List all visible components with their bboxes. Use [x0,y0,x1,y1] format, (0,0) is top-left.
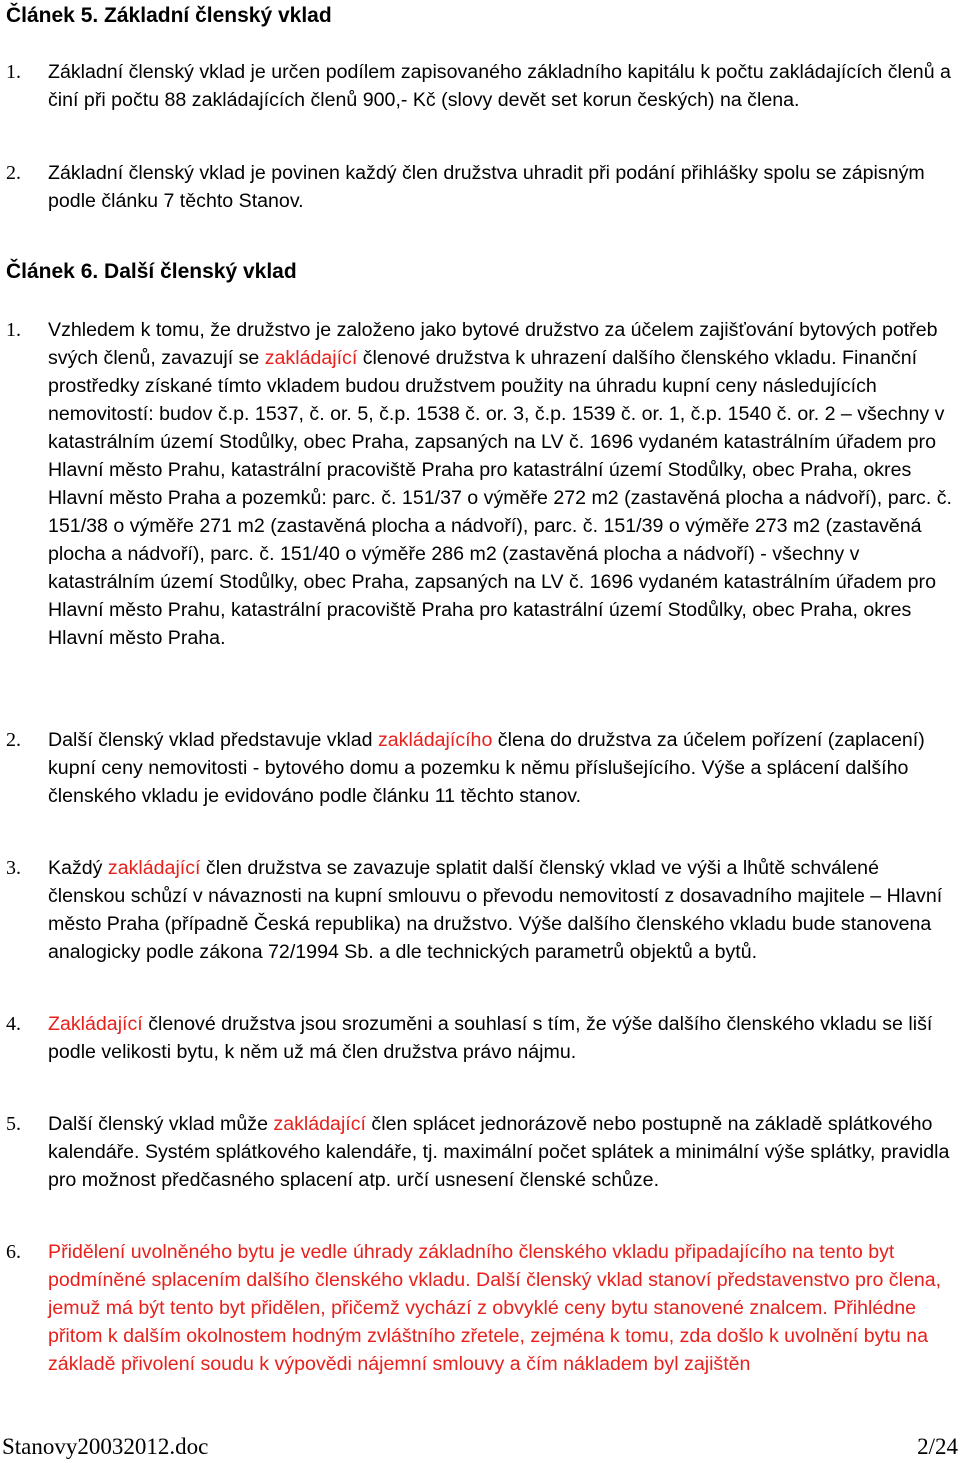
article-5-heading: Článek 5. Základní členský vklad [6,4,332,27]
text-part: Další členský vklad může [48,1113,274,1135]
footer-page-number [917,1432,958,1462]
highlighted-text: zakládajícího [377,729,493,751]
highlighted-text: Zakládající [48,1013,143,1035]
item-number: 2. [6,162,21,184]
item-number: 5. [6,1113,21,1135]
item-text: Základní členský vklad je povinen každý člen družstva uhradit při podání přihlášky spolu se zápisným podle článku 7 těchto Stanov. [48,162,925,212]
item-text [48,726,958,810]
current-page: 2 [917,1434,929,1459]
item-number: 6. [6,1241,21,1263]
highlighted-text: zakládající [107,857,201,879]
item-text: Přidělení uvolněného bytu je vedle úhrady základního členského vkladu připadajícího na tento byt podmíněné splacením dalšího členského vkladu. Další členský vklad stanoví představenstvo pro člena, jemuž má být tento byt přidělen, přičemž vychází z obvyklé ceny bytu stanovené znalcem. Přihlédne přitom k dalším okolnostem hodným zvláštního zřetele, zejména k tomu, zda došlo k uvolnění bytu na základě přivolení soudu k výpovědi nájemní smlouvy a čím nákladem byl zajištěn [48,1241,942,1375]
highlighted-text: zakládající [264,347,358,369]
text-part: člen družstva se zavazuje splatit další členský vklad ve výši a lhůtě schválené členskou schůzí v návaznosti na kupní smlouvu o převodu nemovitostí z dosavadního majitele – Hlavní město Praha (případně Česká republika) na družstvo. Výše dalšího členského vkladu bude stanovena analogicky podle zákona 72/1994 Sb. a dle technických parametrů objektů a bytů. [48,857,943,963]
text-part: Další členský vklad představuje vklad [48,729,378,751]
item-text [48,1010,958,1066]
text-part: členové družstva jsou srozuměni a souhlasí s tím, že výše dalšího členského vkladu se liší podle velikosti bytu, k něm už má člen družstva právo nájmu. [48,1013,933,1063]
text-part: Vzhledem k tomu, že družstvo je založeno jako bytové družstvo za účelem zajišťování bytových potřeb svých členů, zavazují se [48,319,938,369]
item-number: 4. [6,1013,21,1035]
item-text [48,854,958,966]
article-6-heading: Článek 6. Další členský vklad [6,260,297,283]
item-number: 1. [6,319,21,341]
footer-filename: Stanovy20032012.doc [2,1434,209,1459]
item-text: Základní členský vklad je určen podílem zapisovaného základního kapitálu k počtu zakládajících členů a činí při počtu 88 zakládajících členů 900,- Kč (slovy devět set korun českých) na člena. [48,61,951,111]
page-footer [0,1432,958,1462]
highlighted-text: zakládající [273,1113,366,1135]
text-part: členové družstva k uhrazení dalšího členského vkladu. Finanční prostředky získané tímto vkladem budou družstvem použity na úhradu kupní ceny následujících nemovitostí: budov č.p. 1537, č. or. 5, č.p. 1538 č. or. 3, č.p. 1539 č. or. 1, č.p. 1540 č. or. 2 – všechny v katastrálním území Stodůlky, obec Praha, zapsaných na LV č. 1696 vydaném katastrálním úřadem pro Hlavní město Prahu, katastrální pracoviště Praha pro katastrální území Stodůlky, obec Praha, okres Hlavní město Praha a pozemků: parc. č. 151/37 o výměře 272 m2 (zastavěná plocha a nádvoří), parc. č. 151/38 o výměře 271 m2 (zastavěná plocha a nádvoří), parc. č. 151/39 o výměře 273 m2 (zastavěná plocha a nádvoří), parc. č. 151/40 o výměře 286 m2 (zastavěná plocha a nádvoří) - všechny v katastrálním území Stodůlky, obec Praha, zapsaných na LV č. 1696 vydaném katastrálním úřadem pro Hlavní město Prahu, katastrální pracoviště Praha pro katastrální území Stodůlky, obec Praha, okres Hlavní město Praha. [48,347,952,649]
item-number: 2. [6,729,21,751]
item-text [48,1110,958,1194]
item-number: 1. [6,61,21,83]
text-part: člen splácet jednorázově nebo postupně na základě splátkového kalendáře. Systém splátkového kalendáře, tj. maximální počet splátek a minimální výše splátky, pravidla pro možnost předčasného splacení atp. určí usnesení členské schůze. [48,1113,950,1191]
text-part: člena do družstva za účelem pořízení (zaplacení) kupní ceny nemovitosti - bytového domu a pozemku k němu příslušejícího. Výše a splácení dalšího členského vkladu je evidováno podle článku 11 těchto stanov. [48,729,925,807]
text-part: Každý [48,857,108,879]
total-pages: /24 [928,1434,958,1459]
item-text [48,316,958,652]
item-number: 3. [6,857,21,879]
